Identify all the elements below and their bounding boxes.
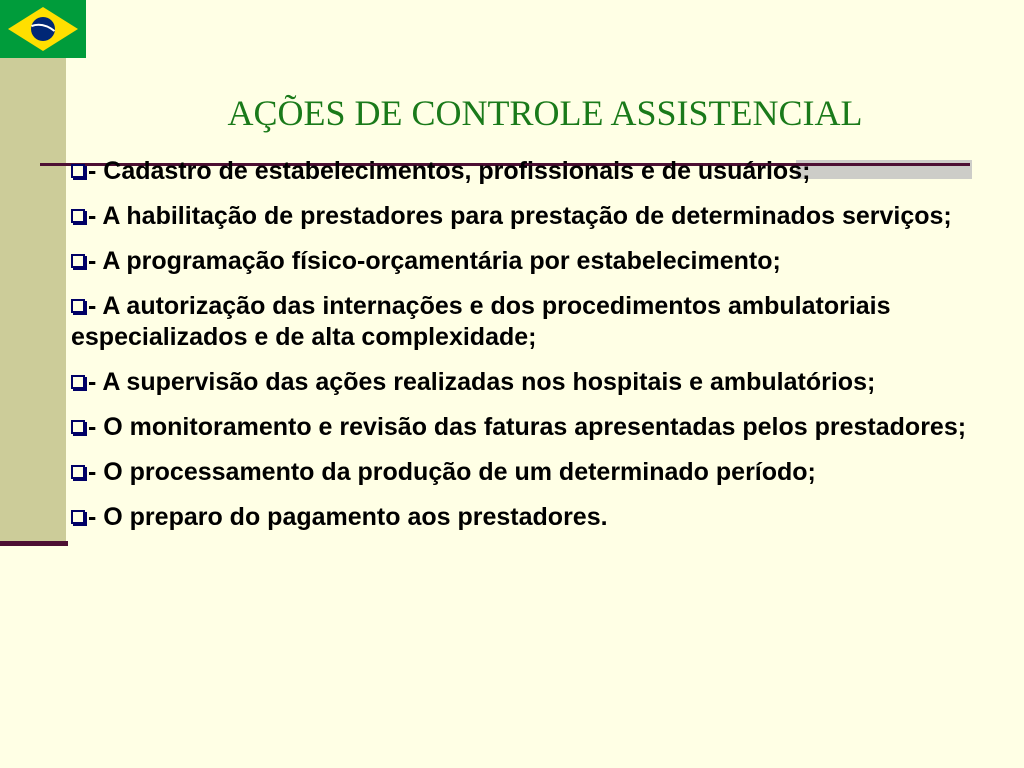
bullet-item [71,246,1021,277]
hollow-square-bullet-icon [71,465,85,479]
bullet-text: - O preparo do pagamento aos prestadores. [88,503,608,531]
bullet-text: - A programação físico-orçamentária por estabelecimento; [88,247,781,275]
slide-title: AÇÕES DE CONTROLE ASSISTENCIAL [227,93,863,133]
bullet-list [71,156,1021,547]
bullet-text: - A autorização das internações e dos procedimentos ambulatoriais especializados e de alta complexidade; [71,292,891,351]
left-accent-band-rule [0,541,68,546]
hollow-square-bullet-icon [71,375,85,389]
hollow-square-bullet-icon [71,299,85,313]
bullet-text: - A habilitação de prestadores para prestação de determinados serviços; [88,202,952,230]
bullet-text: - O monitoramento e revisão das faturas apresentadas pelos prestadores; [88,413,967,441]
hollow-square-bullet-icon [71,254,85,268]
bullet-item [71,367,1021,398]
hollow-square-bullet-icon [71,164,85,178]
bullet-text: - A supervisão das ações realizadas nos hospitais e ambulatórios; [88,368,876,396]
bullet-item [71,156,1021,187]
bullet-item [71,502,1021,533]
hollow-square-bullet-icon [71,209,85,223]
bullet-item [71,457,1021,488]
bullet-item [71,201,1021,232]
bullet-text: - Cadastro de estabelecimentos, profissionais e de usuários; [88,157,811,185]
bullet-text: - O processamento da produção de um determinado período; [88,458,816,486]
brazil-flag-icon [0,0,86,58]
hollow-square-bullet-icon [71,420,85,434]
bullet-item [71,412,1021,443]
bullet-item [71,291,1021,353]
hollow-square-bullet-icon [71,510,85,524]
